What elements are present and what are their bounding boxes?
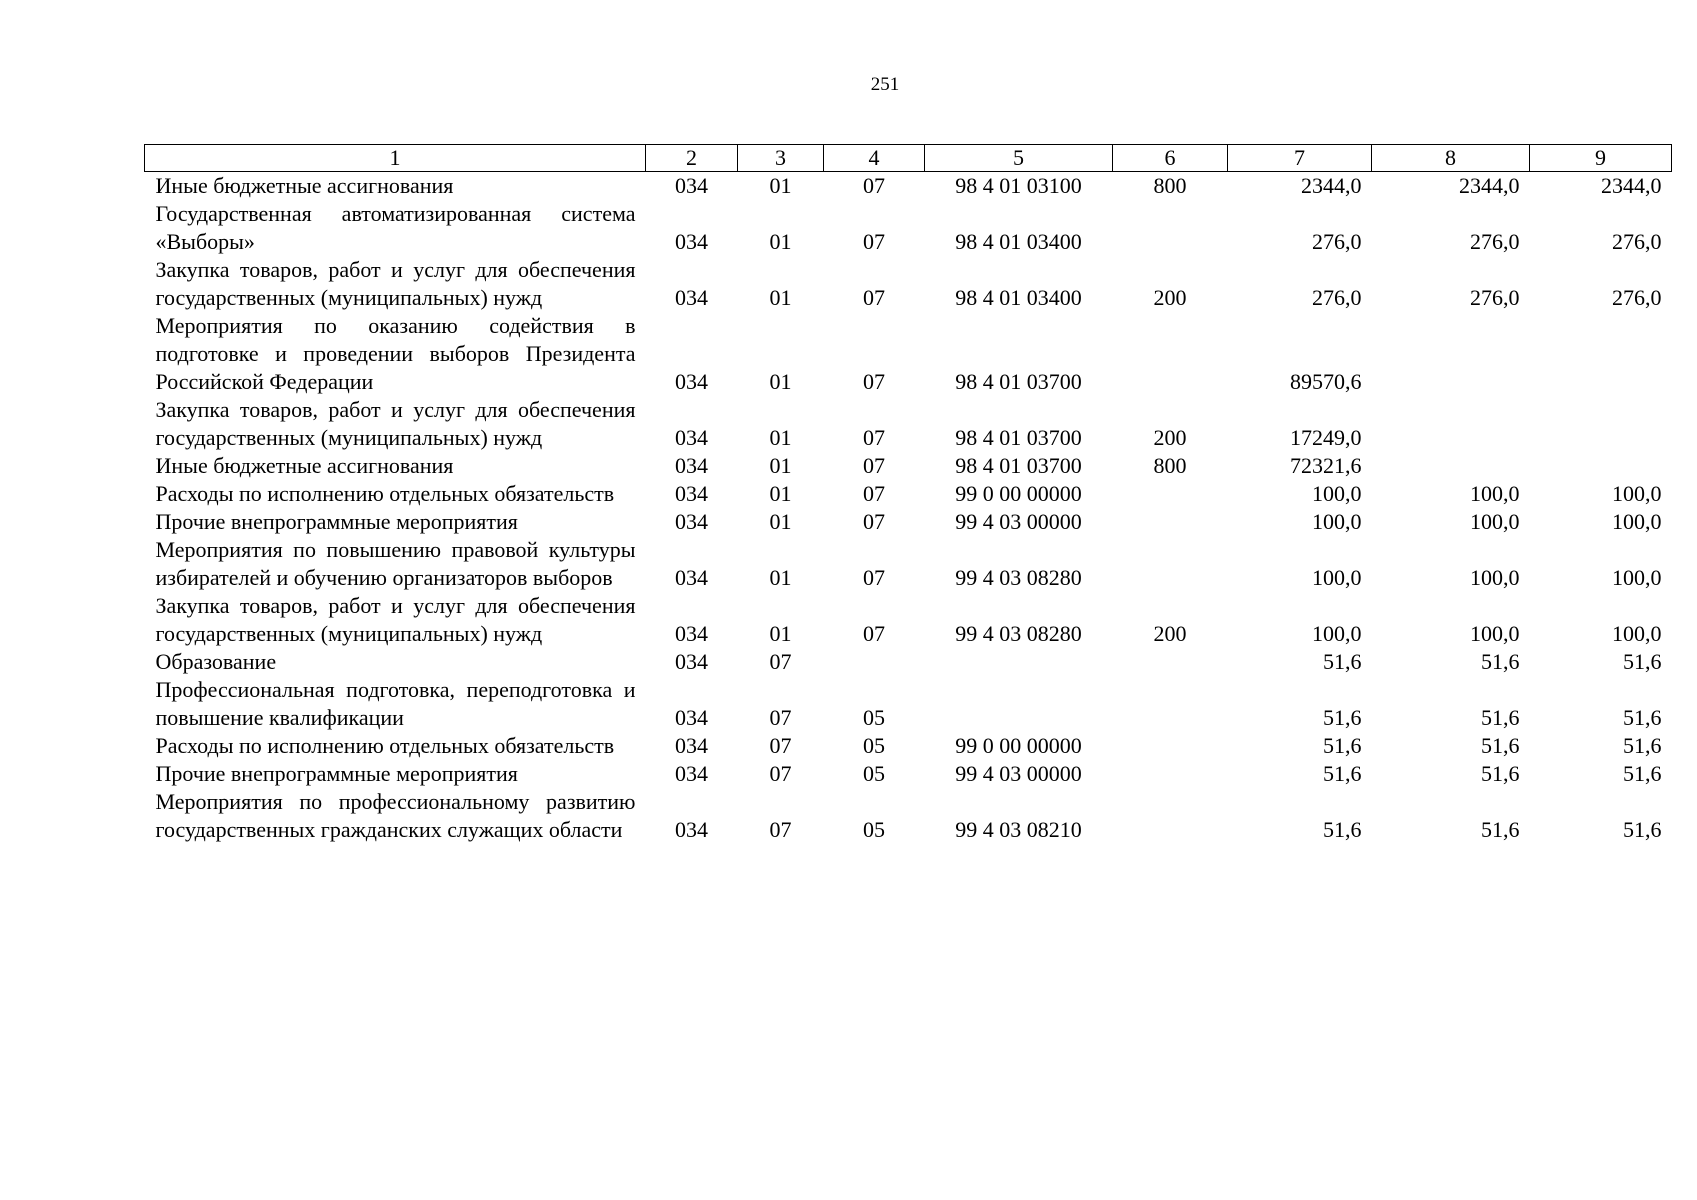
row-name-cell: Мероприятия по повышению правовой культуры избирателей и обучению организаторов выборов [155, 537, 636, 590]
row-name-cell: Прочие внепрограммные мероприятия [155, 761, 518, 786]
amount-year-1-cell: 51,6 [1323, 705, 1362, 730]
header-row [145, 145, 1672, 172]
amount-year-1-cell: 276,0 [1312, 285, 1362, 310]
row-name-cell: Мероприятия по оказанию содействия в подготовке и проведении выборов Президента Российской Федерации [155, 313, 636, 394]
subsection-code-cell: 07 [863, 481, 885, 506]
target-article-cell: 98 4 01 03400 [955, 285, 1082, 310]
amount-year-2-cell: 2344,0 [1459, 173, 1520, 198]
target-article-cell: 99 0 00 00000 [955, 481, 1082, 506]
ministry-code-cell: 034 [675, 173, 708, 198]
ministry-code-cell: 034 [675, 229, 708, 254]
amount-year-3-cell [1530, 396, 1672, 452]
column-header-6: 6 [1113, 145, 1228, 172]
amount-year-1-cell: 100,0 [1312, 481, 1362, 506]
expense-type-cell: 800 [1153, 173, 1187, 198]
subsection-code-cell: 07 [863, 285, 885, 310]
amount-year-1-cell: 51,6 [1323, 733, 1362, 758]
amount-year-2-cell: 100,0 [1470, 509, 1520, 534]
expense-type-cell [1113, 200, 1228, 256]
amount-year-3-cell [1530, 452, 1672, 480]
ministry-code-cell: 034 [675, 817, 708, 842]
page-number: 251 [870, 74, 900, 95]
amount-year-3-cell: 2344,0 [1601, 173, 1662, 198]
target-article-cell: 98 4 01 03100 [955, 173, 1082, 198]
column-header-8: 8 [1372, 145, 1530, 172]
target-article-cell: 99 4 03 00000 [955, 509, 1082, 534]
subsection-code-cell: 05 [863, 817, 885, 842]
target-article-cell: 99 4 03 08280 [955, 565, 1082, 590]
row-name-cell: Профессиональная подготовка, переподготовка и повышение квалификации [155, 677, 636, 730]
expense-type-cell: 200 [1153, 425, 1187, 450]
amount-year-3-cell: 51,6 [1623, 705, 1662, 730]
column-header-9: 9 [1530, 145, 1672, 172]
expense-type-cell: 800 [1153, 453, 1187, 478]
section-code-cell: 01 [769, 621, 792, 646]
ministry-code-cell: 034 [675, 369, 708, 394]
table-row [145, 676, 1672, 732]
row-name-cell: Закупка товаров, работ и услуг для обеспечения государственных (муниципальных) нужд [155, 397, 636, 450]
column-header-3: 3 [738, 145, 824, 172]
expense-type-cell [1113, 760, 1228, 788]
section-code-cell: 01 [769, 173, 792, 198]
section-code-cell: 01 [769, 285, 792, 310]
column-header-5: 5 [925, 145, 1113, 172]
target-article-cell: 99 4 03 08210 [955, 817, 1082, 842]
table-row [145, 312, 1672, 396]
ministry-code-cell: 034 [675, 481, 708, 506]
expense-type-cell [1113, 536, 1228, 592]
table-body [145, 172, 1672, 845]
subsection-code-cell: 07 [863, 229, 885, 254]
expense-type-cell [1113, 676, 1228, 732]
amount-year-1-cell: 17249,0 [1290, 425, 1362, 450]
subsection-code-cell: 05 [863, 761, 885, 786]
table-row [145, 508, 1672, 536]
table-row [145, 396, 1672, 452]
table-row [145, 480, 1672, 508]
ministry-code-cell: 034 [675, 705, 708, 730]
target-article-cell: 98 4 01 03700 [955, 453, 1082, 478]
subsection-code-cell: 05 [863, 705, 885, 730]
row-name-cell: Закупка товаров, работ и услуг для обеспечения государственных (муниципальных) нужд [155, 593, 636, 646]
ministry-code-cell: 034 [675, 425, 708, 450]
row-name-cell: Образование [155, 649, 277, 674]
amount-year-3-cell: 51,6 [1623, 649, 1662, 674]
amount-year-2-cell: 100,0 [1470, 621, 1520, 646]
row-name-cell: Иные бюджетные ассигнования [155, 453, 454, 478]
amount-year-2-cell: 276,0 [1470, 285, 1520, 310]
amount-year-2-cell: 100,0 [1470, 481, 1520, 506]
amount-year-1-cell: 2344,0 [1301, 173, 1362, 198]
section-code-cell: 01 [769, 481, 792, 506]
amount-year-1-cell: 100,0 [1312, 621, 1362, 646]
expense-type-cell: 200 [1153, 621, 1187, 646]
amount-year-3-cell: 276,0 [1612, 285, 1662, 310]
amount-year-1-cell: 89570,6 [1290, 369, 1362, 394]
ministry-code-cell: 034 [675, 621, 708, 646]
column-header-1: 1 [145, 145, 646, 172]
column-header-7: 7 [1228, 145, 1372, 172]
target-article-cell: 99 4 03 08280 [955, 621, 1082, 646]
amount-year-2-cell: 51,6 [1481, 705, 1520, 730]
table-row [145, 256, 1672, 312]
subsection-code-cell: 07 [863, 425, 885, 450]
subsection-code-cell: 07 [863, 369, 885, 394]
target-article-cell: 98 4 01 03700 [955, 425, 1082, 450]
target-article-cell [925, 676, 1113, 732]
expense-type-cell [1113, 788, 1228, 844]
target-article-cell [925, 648, 1113, 676]
amount-year-2-cell: 100,0 [1470, 565, 1520, 590]
ministry-code-cell: 034 [675, 649, 708, 674]
budget-table [144, 144, 1672, 844]
amount-year-1-cell: 51,6 [1323, 817, 1362, 842]
section-code-cell: 01 [769, 369, 792, 394]
amount-year-3-cell: 51,6 [1623, 817, 1662, 842]
table-row [145, 592, 1672, 648]
amount-year-1-cell: 276,0 [1312, 229, 1362, 254]
table-row [145, 200, 1672, 256]
section-code-cell: 01 [769, 425, 792, 450]
amount-year-2-cell: 276,0 [1470, 229, 1520, 254]
section-code-cell: 07 [769, 761, 792, 786]
table-header [145, 145, 1672, 172]
subsection-code-cell [824, 648, 925, 676]
expense-type-cell [1113, 732, 1228, 760]
amount-year-1-cell: 100,0 [1312, 565, 1362, 590]
row-name-cell: Иные бюджетные ассигнования [155, 173, 454, 198]
amount-year-3-cell [1530, 312, 1672, 396]
ministry-code-cell: 034 [675, 453, 708, 478]
table-row [145, 760, 1672, 788]
amount-year-1-cell: 72321,6 [1290, 453, 1362, 478]
subsection-code-cell: 07 [863, 173, 885, 198]
expense-type-cell [1113, 508, 1228, 536]
section-code-cell: 01 [769, 509, 792, 534]
section-code-cell: 01 [769, 229, 792, 254]
amount-year-3-cell: 100,0 [1612, 481, 1662, 506]
subsection-code-cell: 07 [863, 509, 885, 534]
table-row [145, 648, 1672, 676]
expense-type-cell: 200 [1153, 285, 1187, 310]
ministry-code-cell: 034 [675, 565, 708, 590]
subsection-code-cell: 05 [863, 733, 885, 758]
section-code-cell: 07 [769, 817, 792, 842]
table-row [145, 172, 1672, 201]
table-row [145, 732, 1672, 760]
amount-year-2-cell: 51,6 [1481, 649, 1520, 674]
amount-year-2-cell: 51,6 [1481, 733, 1520, 758]
expense-type-cell [1113, 312, 1228, 396]
amount-year-2-cell [1372, 452, 1530, 480]
section-code-cell: 07 [769, 733, 792, 758]
amount-year-1-cell: 51,6 [1323, 649, 1362, 674]
section-code-cell: 07 [769, 649, 792, 674]
subsection-code-cell: 07 [863, 453, 885, 478]
amount-year-2-cell [1372, 312, 1530, 396]
row-name-cell: Расходы по исполнению отдельных обязательств [155, 733, 615, 758]
subsection-code-cell: 07 [863, 621, 885, 646]
table-row [145, 536, 1672, 592]
target-article-cell: 98 4 01 03700 [955, 369, 1082, 394]
target-article-cell: 99 0 00 00000 [955, 733, 1082, 758]
row-name-cell: Расходы по исполнению отдельных обязательств [155, 481, 615, 506]
expense-type-cell [1113, 648, 1228, 676]
section-code-cell: 07 [769, 705, 792, 730]
target-article-cell: 99 4 03 00000 [955, 761, 1082, 786]
section-code-cell: 01 [769, 565, 792, 590]
table-row [145, 788, 1672, 844]
section-code-cell: 01 [769, 453, 792, 478]
amount-year-3-cell: 100,0 [1612, 565, 1662, 590]
target-article-cell: 98 4 01 03400 [955, 229, 1082, 254]
amount-year-3-cell: 51,6 [1623, 733, 1662, 758]
ministry-code-cell: 034 [675, 285, 708, 310]
amount-year-3-cell: 100,0 [1612, 621, 1662, 646]
amount-year-2-cell: 51,6 [1481, 761, 1520, 786]
row-name-cell: Мероприятия по профессиональному развитию государственных гражданских служащих области [155, 789, 636, 842]
row-name-cell: Государственная автоматизированная система «Выборы» [155, 201, 636, 254]
amount-year-2-cell [1372, 396, 1530, 452]
row-name-cell: Закупка товаров, работ и услуг для обеспечения государственных (муниципальных) нужд [155, 257, 636, 310]
ministry-code-cell: 034 [675, 761, 708, 786]
amount-year-3-cell: 100,0 [1612, 509, 1662, 534]
table-row [145, 452, 1672, 480]
column-header-2: 2 [646, 145, 738, 172]
amount-year-3-cell: 276,0 [1612, 229, 1662, 254]
subsection-code-cell: 07 [863, 565, 885, 590]
amount-year-1-cell: 51,6 [1323, 761, 1362, 786]
column-header-4: 4 [824, 145, 925, 172]
ministry-code-cell: 034 [675, 509, 708, 534]
row-name-cell: Прочие внепрограммные мероприятия [155, 509, 518, 534]
amount-year-1-cell: 100,0 [1312, 509, 1362, 534]
amount-year-3-cell: 51,6 [1623, 761, 1662, 786]
expense-type-cell [1113, 480, 1228, 508]
ministry-code-cell: 034 [675, 733, 708, 758]
amount-year-2-cell: 51,6 [1481, 817, 1520, 842]
